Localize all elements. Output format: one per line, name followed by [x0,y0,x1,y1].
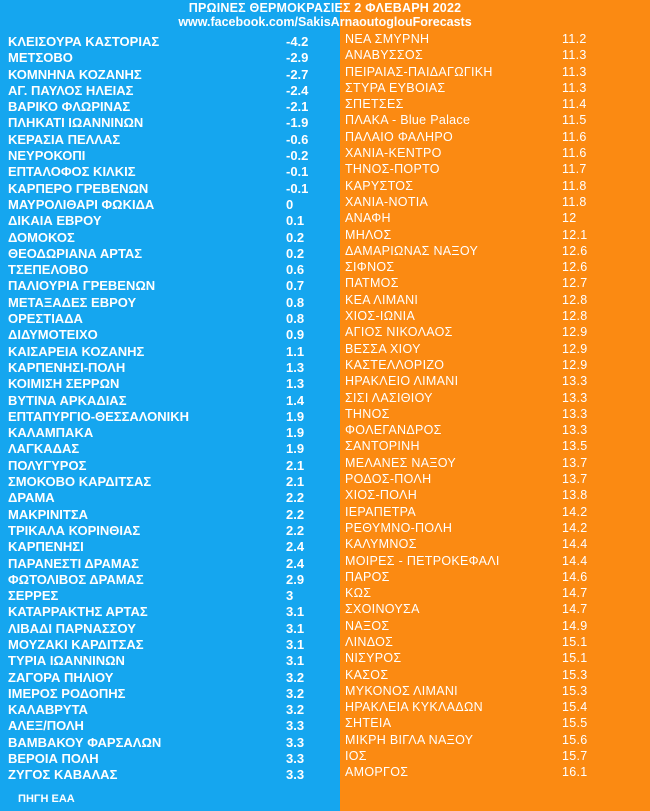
station-name: ΔΙΚΑΙΑ ΕΒΡΟΥ [8,213,102,229]
list-item [8,686,330,702]
temperature-value: 13.7 [562,455,588,470]
station-name: ΣΧΟΙΝΟΥΣΑ [345,602,420,617]
list-item [8,132,330,148]
list-item [345,324,645,340]
temperature-value: 1.3 [286,359,305,375]
temperature-value: 14.2 [562,520,588,535]
list-item [8,539,330,555]
temperature-value: 15.1 [562,651,588,666]
list-item [8,458,330,474]
temperature-value: 11.6 [562,146,587,161]
station-name: ΜΗΛΟΣ [345,227,392,242]
list-item [345,112,645,128]
temperature-value: 1.9 [286,441,305,457]
temperature-value: -0.6 [286,131,309,147]
temperature-value: 11.8 [562,178,587,193]
station-name: ΛΙΒΑΔΙ ΠΑΡΝΑΣΣΟΥ [8,620,136,636]
list-item [345,748,645,764]
station-name: ΚΕΑ ΛΙΜΑΝΙ [345,292,419,307]
list-item [345,80,645,96]
station-name: ΚΑΛΑΒΡΥΤΑ [8,702,88,718]
station-name: ΤΣΕΠΕΛΟΒΟ [8,262,89,278]
station-name: ΘΕΟΔΩΡΙΑΝΑ ΑΡΤΑΣ [8,245,143,261]
station-name: ΠΑΡΟΣ [345,569,390,584]
list-item [8,441,330,457]
station-name: ΚΑΛΑΜΠΑΚΑ [8,425,94,441]
list-item [8,507,330,523]
station-name: ΜΕΛΑΝΕΣ ΝΑΞΟΥ [345,455,457,470]
temperature-value: 3.1 [286,653,305,669]
temperature-value: 2.2 [286,490,305,506]
temperature-value: 15.6 [562,732,588,747]
list-item [8,637,330,653]
station-name: ΚΑΡΠΕΝΗΣΙ [8,539,84,555]
temperature-value: 0.2 [286,229,305,245]
station-name: ΕΠΤΑΛΟΦΟΣ ΚΙΛΚΙΣ [8,164,136,180]
list-item [8,588,330,604]
station-name: ΜΕΤΑΞΑΔΕΣ ΕΒΡΟΥ [8,294,137,310]
temperature-value: 13.7 [562,472,588,487]
station-name: ΠΑΡΑΝΕΣΤΙ ΔΡΑΜΑΣ [8,555,139,571]
temperature-value: 12.8 [562,292,588,307]
list-item [345,227,645,243]
list-item [345,129,645,145]
temperature-value: 15.5 [562,716,588,731]
temperature-value: 14.2 [562,504,588,519]
temperature-value: 0.8 [286,311,305,327]
station-name: ΗΡΑΚΛΕΙΟ ΛΙΜΑΝΙ [345,374,459,389]
station-name: ΔΙΔΥΜΟΤΕΙΧΟ [8,327,98,343]
list-item [345,569,645,585]
list-item [8,409,330,425]
station-name: ΝΕΑ ΣΜΥΡΝΗ [345,32,430,46]
list-item [345,536,645,552]
list-item [345,243,645,259]
temperature-value: 15.4 [562,700,588,715]
temperature-value: 11.7 [562,162,587,177]
list-item [345,699,645,715]
list-item [8,50,330,66]
station-name: ΙΟΣ [345,749,367,764]
list-item [345,585,645,601]
temperature-value: 15.3 [562,683,588,698]
temperature-value: 0.1 [286,213,305,229]
station-name: ΜΟΙΡΕΣ - ΠΕΤΡΟΚΕΦΑΛΙ [345,553,500,568]
station-name: ΗΡΑΚΛΕΙΑ ΚΥΚΛΑΔΩΝ [345,700,483,715]
temperature-value: 3.2 [286,702,305,718]
list-item [345,715,645,731]
station-name: ΜΑΥΡΟΛΙΘΑΡΙ ΦΩΚΙΔΑ [8,196,155,212]
temperature-value: 11.6 [562,129,587,144]
list-item [345,634,645,650]
temperature-value: 12.6 [562,260,588,275]
list-item [8,164,330,180]
list-item [345,210,645,226]
station-name: ΛΑΓΚΑΔΑΣ [8,441,80,457]
list-item [8,115,330,131]
station-name: ΜΟΥΖΑΚΙ ΚΑΡΔΙΤΣΑΣ [8,636,144,652]
list-item [8,360,330,376]
list-item [345,520,645,536]
list-item [8,621,330,637]
temperature-value: 13.3 [562,374,588,389]
temperature-value: 12.9 [562,325,588,340]
temperature-value: 14.4 [562,537,588,552]
list-item [8,67,330,83]
list-item [345,96,645,112]
station-name: ΣΙΣΙ ΛΑΣΙΘΙΟΥ [345,390,433,405]
station-name: ΣΑΝΤΟΡΙΝΗ [345,439,420,454]
station-name: ΜΑΚΡΙΝΙΤΣΑ [8,506,89,522]
list-item [345,31,645,47]
list-item [8,572,330,588]
station-name: ΔΡΑΜΑ [8,490,55,506]
station-name: ΠΕΙΡΑΙΑΣ-ΠΑΙΔΑΓΩΓΙΚΗ [345,64,493,79]
list-item [8,490,330,506]
temperature-value: 16.1 [562,765,588,780]
list-item [345,764,645,780]
station-name: ΤΗΝΟΣ-ΠΟΡΤΟ [345,162,440,177]
list-item [8,278,330,294]
temperature-value: 13.3 [562,423,588,438]
list-item [345,390,645,406]
station-name: ΑΛΕΞ/ΠΟΛΗ [8,718,84,734]
list-item [345,341,645,357]
station-name: ΒΥΤΙΝΑ ΑΡΚΑΔΙΑΣ [8,392,127,408]
station-name: ΧΙΟΣ-ΙΩΝΙΑ [345,309,416,324]
facebook-url: www.facebook.com/SakisArnaoutoglouForecasts [178,15,472,29]
station-name: ΑΝΑΦΗ [345,211,391,226]
station-name: ΒΑΡΙΚΟ ΦΛΩΡΙΝΑΣ [8,99,131,115]
station-name: ΚΑΣΟΣ [345,667,389,682]
list-item [345,145,645,161]
station-name: ΚΑΡΠΕΝΗΣΙ-ΠΟΛΗ [8,359,126,375]
temperature-value: -2.4 [286,82,309,98]
list-item [345,357,645,373]
temperature-value: -2.9 [286,50,309,66]
station-name: ΖΥΓΟΣ ΚΑΒΑΛΑΣ [8,767,118,783]
temperature-value: 12.6 [562,243,588,258]
list-item [345,275,645,291]
temperature-value: 14.4 [562,553,588,568]
temperature-value: 12.1 [562,227,588,242]
station-name: ΠΑΛΑΙΟ ΦΑΛΗΡΟ [345,129,454,144]
list-item [8,718,330,734]
station-name: ΑΜΟΡΓΟΣ [345,765,409,780]
station-name: ΠΑΤΜΟΣ [345,276,399,291]
list-item [8,197,330,213]
list-item [8,523,330,539]
station-name: ΣΜΟΚΟΒΟ ΚΑΡΔΙΤΣΑΣ [8,474,152,490]
station-name: ΚΕΡΑΣΙΑ ΠΕΛΛΑΣ [8,131,121,147]
list-item [345,650,645,666]
station-name: ΜΥΚΟΝΟΣ ΛΙΜΑΝΙ [345,683,458,698]
list-item [345,373,645,389]
station-name: ΑΓ. ΠΑΥΛΟΣ ΗΛΕΙΑΣ [8,82,134,98]
temperature-value: 2.1 [286,474,305,490]
temperature-value: 12 [562,211,577,226]
temperature-value: -0.1 [286,180,309,196]
station-name: ΚΛΕΙΣΟΥΡΑ ΚΑΣΤΟΡΙΑΣ [8,34,160,49]
station-name: ΝΙΣΥΡΟΣ [345,651,402,666]
temperature-value: 3.3 [286,767,305,783]
station-name: ΖΑΓΟΡΑ ΠΗΛΙΟΥ [8,669,114,685]
temperature-value: 0.8 [286,294,305,310]
station-name: ΜΕΤΣΟΒΟ [8,50,73,66]
station-name: ΠΑΛΙΟΥΡΙΑ ΓΡΕΒΕΝΩΝ [8,278,156,294]
station-name: ΚΑΙΣΑΡΕΙΑ ΚΟΖΑΝΗΣ [8,343,145,359]
list-item [345,487,645,503]
station-name: ΟΡΕΣΤΙΑΔΑ [8,311,83,327]
station-name: ΚΟΜΝΗΝΑ ΚΟΖΑΝΗΣ [8,66,142,82]
station-name: ΡΟΔΟΣ-ΠΟΛΗ [345,472,432,487]
list-item [8,653,330,669]
station-name: ΣΙΦΝΟΣ [345,260,395,275]
station-name: ΦΩΤΟΛΙΒΟΣ ΔΡΑΜΑΣ [8,571,144,587]
temperature-value: 14.6 [562,569,588,584]
temperature-value: 0.9 [286,327,305,343]
temperature-value: 1.4 [286,392,305,408]
temperature-value: 2.4 [286,539,305,555]
temperature-value: 13.3 [562,406,588,421]
temperature-value: -4.2 [286,34,309,49]
station-name: ΑΓΙΟΣ ΝΙΚΟΛΑΟΣ [345,325,453,340]
station-name: ΧΑΝΙΑ-ΚΕΝΤΡΟ [345,146,442,161]
list-item [345,504,645,520]
list-item [8,262,330,278]
source-label: ΠΗΓΗ ΕΑΑ [18,793,75,805]
station-name: ΣΗΤΕΙΑ [345,716,392,731]
temperature-value: 1.1 [286,343,305,359]
temperature-value: -2.1 [286,99,309,115]
temperature-value: 3.1 [286,620,305,636]
temperature-value: 3 [286,588,294,604]
temperature-value: 14.7 [562,586,588,601]
list-item [8,230,330,246]
list-item [345,64,645,80]
list-item [8,34,330,50]
station-name: ΚΑΣΤΕΛΛΟΡΙΖΟ [345,357,445,372]
station-name: ΠΟΛΥΓΥΡΟΣ [8,457,87,473]
list-item [8,735,330,751]
temperature-value: 13.8 [562,488,588,503]
station-name: ΛΙΝΔΟΣ [345,634,394,649]
temperature-value: 14.7 [562,602,588,617]
temperature-value: 15.7 [562,749,588,764]
station-name: ΝΑΞΟΣ [345,618,390,633]
list-item [345,259,645,275]
station-name: ΜΙΚΡΗ ΒΙΓΛΑ ΝΑΞΟΥ [345,732,474,747]
list-item [8,99,330,115]
list-item [8,311,330,327]
list-item [345,422,645,438]
temperature-value: 1.9 [286,408,305,424]
station-name: ΔΟΜΟΚΟΣ [8,229,75,245]
temperature-value: 11.3 [562,64,587,79]
list-item [345,683,645,699]
station-name: ΑΝΑΒΥΣΣΟΣ [345,48,423,63]
temperature-value: 12.7 [562,276,588,291]
station-name: ΚΑΛΥΜΝΟΣ [345,537,417,552]
temperature-value: 14.9 [562,618,588,633]
station-name: ΙΕΡΑΠΕΤΡΑ [345,504,417,519]
temperature-value: 2.9 [286,571,305,587]
temperature-value: 11.5 [562,113,587,128]
list-item [345,308,645,324]
list-item [8,344,330,360]
station-name: ΒΑΜΒΑΚΟΥ ΦΑΡΣΑΛΩΝ [8,734,162,750]
list-item [8,327,330,343]
temperature-value: 11.2 [562,32,587,46]
station-name: ΙΜΕΡΟΣ ΡΟΔΟΠΗΣ [8,685,126,701]
temperature-value: 11.4 [562,97,587,112]
station-name: ΚΑΡΥΣΤΟΣ [345,178,414,193]
station-name: ΠΛΑΚΑ - Blue Palace [345,113,471,128]
list-item [8,702,330,718]
station-name: ΣΤΥΡΑ ΕΥΒΟΙΑΣ [345,80,446,95]
temperature-value: -1.9 [286,115,309,131]
temperature-value: 12.9 [562,357,588,372]
list-item [345,161,645,177]
list-item [345,47,645,63]
temperature-value: 12.9 [562,341,588,356]
station-name: ΤΥΡΙΑ ΙΩΑΝΝΙΝΩΝ [8,653,125,669]
temperature-value: 11.3 [562,80,587,95]
temperature-value: 3.3 [286,718,305,734]
list-item [345,667,645,683]
list-item [345,178,645,194]
list-item [8,767,330,783]
station-name: ΒΕΡΟΙΑ ΠΟΛΗ [8,751,99,767]
list-item [8,556,330,572]
list-item [8,295,330,311]
station-name: ΡΕΘΥΜΝΟ-ΠΟΛΗ [345,520,453,535]
temperature-value: -0.2 [286,148,309,164]
temperature-value: 15.1 [562,634,588,649]
temperature-value: -0.1 [286,164,309,180]
low-temperature-list [8,34,330,784]
temperature-value: 2.4 [286,555,305,571]
temperature-value: 0.7 [286,278,305,294]
temperature-value: 0.6 [286,262,305,278]
list-item [8,376,330,392]
station-name: ΤΡΙΚΑΛΑ ΚΟΡΙΝΘΙΑΣ [8,522,141,538]
list-item [8,213,330,229]
temperature-value: 3.1 [286,636,305,652]
list-item [345,553,645,569]
list-item [8,148,330,164]
list-item [8,246,330,262]
list-item [8,474,330,490]
list-item [8,604,330,620]
station-name: ΚΩΣ [345,586,372,601]
temperature-value: 15.3 [562,667,588,682]
list-item [8,425,330,441]
station-name: ΒΕΣΣΑ ΧΙΟΥ [345,341,421,356]
list-item [8,83,330,99]
temperature-value: 2.2 [286,522,305,538]
temperature-value: 3.1 [286,604,305,620]
temperature-value: 0.2 [286,245,305,261]
station-name: ΤΗΝΟΣ [345,406,390,421]
temperature-value: 13.5 [562,439,588,454]
station-name: ΚΑΤΑΡΡΑΚΤΗΣ ΑΡΤΑΣ [8,604,148,620]
station-name: ΣΕΡΡΕΣ [8,588,59,604]
list-item [345,194,645,210]
station-name: ΚΑΡΠΕΡΟ ΓΡΕΒΕΝΩΝ [8,180,149,196]
list-item [345,455,645,471]
temperature-value: 3.2 [286,685,305,701]
temperature-value: 3.2 [286,669,305,685]
temperature-value: 3.3 [286,734,305,750]
list-item [345,601,645,617]
temperature-value: -2.7 [286,66,309,82]
list-item [8,670,330,686]
temperature-value: 11.3 [562,48,587,63]
high-temperature-list [345,31,645,781]
list-item [8,751,330,767]
station-name: ΝΕΥΡΟΚΟΠΙ [8,148,86,164]
temperature-value: 2.1 [286,457,305,473]
list-item [345,292,645,308]
station-name: ΠΛΗΚΑΤΙ ΙΩΑΝΝΙΝΩΝ [8,115,144,131]
station-name: ΚΟΙΜΙΣΗ ΣΕΡΡΩΝ [8,376,120,392]
temperature-value: 13.3 [562,390,588,405]
station-name: ΕΠΤΑΠΥΡΓΙΟ-ΘΕΣΣΑΛΟΝΙΚΗ [8,408,190,424]
temperature-value: 0 [286,196,294,212]
list-item [8,393,330,409]
list-item [345,471,645,487]
list-item [345,406,645,422]
station-name: ΧΑΝΙΑ-ΝΟΤΙΑ [345,194,429,209]
list-item [8,181,330,197]
station-name: ΦΟΛΕΓΑΝΔΡΟΣ [345,423,442,438]
temperature-value: 1.9 [286,425,305,441]
list-item [345,732,645,748]
temperature-value: 3.3 [286,751,305,767]
page-title: ΠΡΩΙΝΕΣ ΘΕΡΜΟΚΡΑΣΙΕΣ 2 ΦΛΕΒΑΡΗ 2022 [188,1,462,15]
temperature-value: 2.2 [286,506,305,522]
station-name: ΔΑΜΑΡΙΩΝΑΣ ΝΑΞΟΥ [345,243,479,258]
station-name: ΧΙΟΣ-ΠΟΛΗ [345,488,418,503]
temperature-value: 11.8 [562,194,587,209]
temperature-value: 12.8 [562,309,588,324]
list-item [345,438,645,454]
station-name: ΣΠΕΤΣΕΣ [345,97,404,112]
temperature-value: 1.3 [286,376,305,392]
list-item [345,618,645,634]
